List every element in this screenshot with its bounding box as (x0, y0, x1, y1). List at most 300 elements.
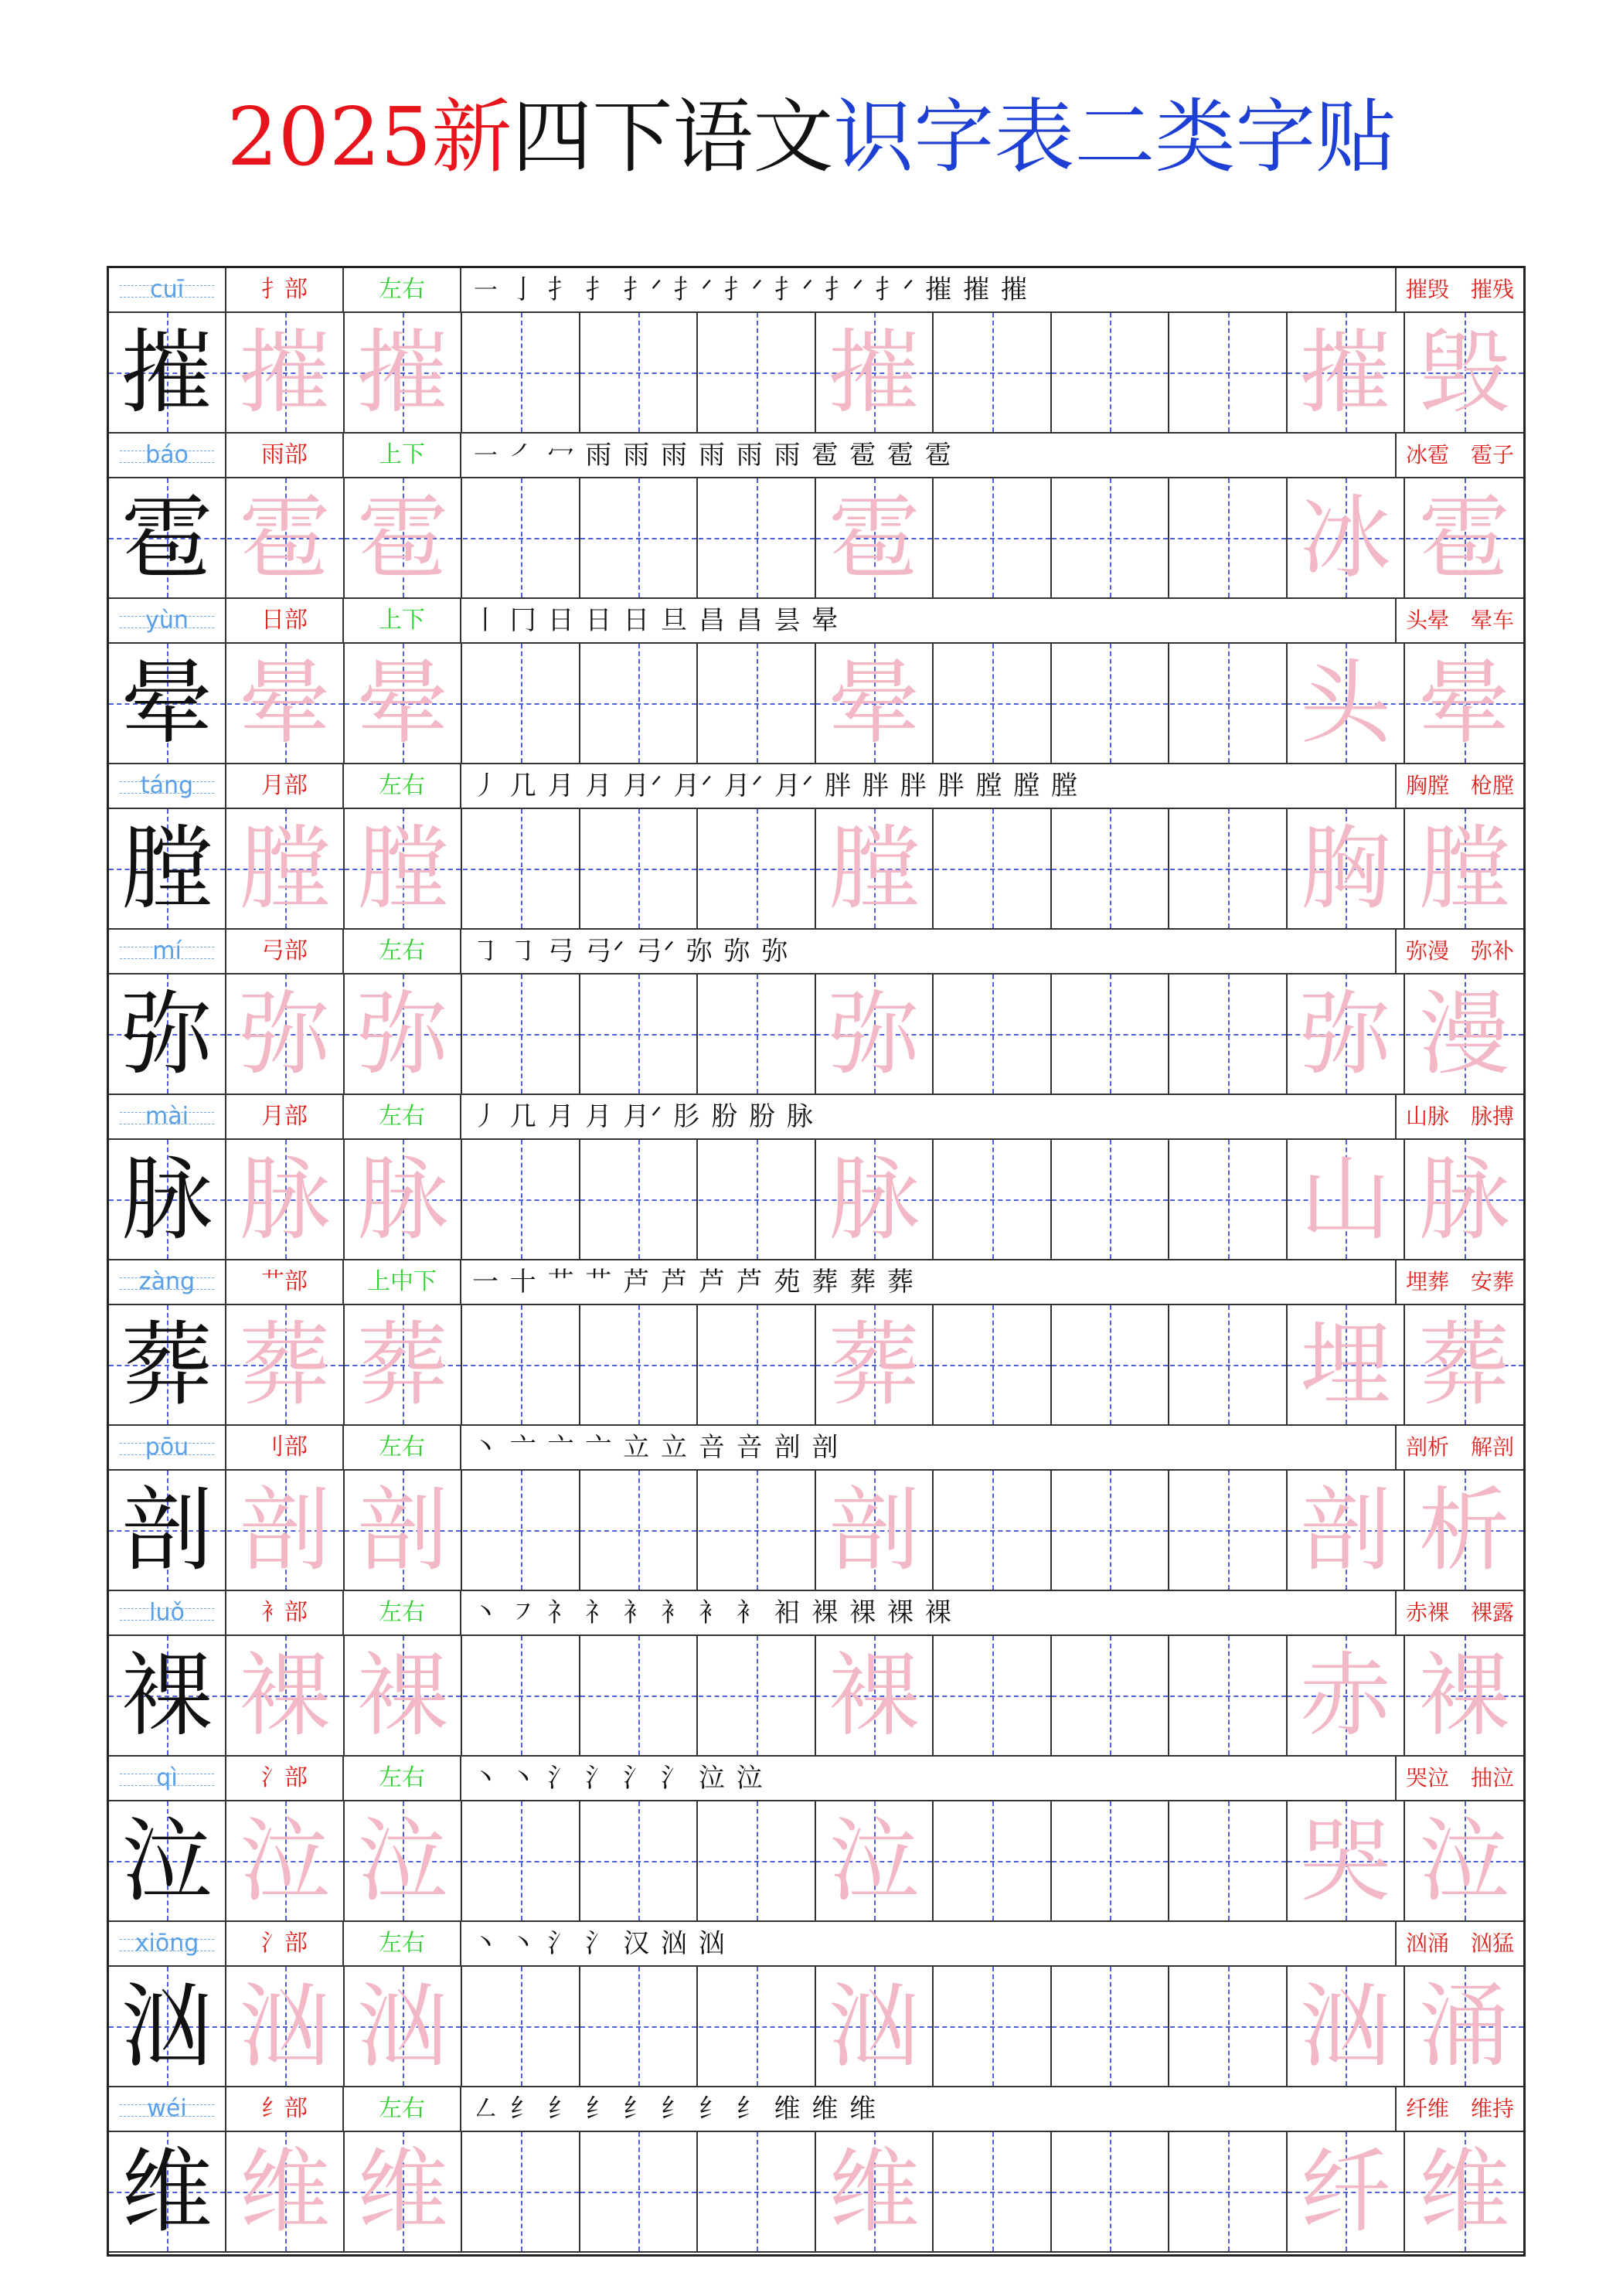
structure-cell-text: 左右 (379, 937, 425, 964)
char-block (109, 764, 1523, 930)
tianzige-cell[interactable] (816, 1471, 934, 1590)
tianzige-cell[interactable] (699, 1471, 816, 1590)
stroke-order-cell (461, 1260, 1397, 1304)
pinyin-cell (109, 599, 226, 642)
tianzige-cell[interactable] (1288, 1636, 1405, 1755)
char-block (109, 1426, 1523, 1591)
tianzige-cell[interactable] (1170, 809, 1288, 928)
tianzige-cell[interactable] (580, 809, 698, 928)
char-header-row (109, 268, 1523, 313)
practice-grid-row (109, 1967, 1523, 2087)
tianzige-cell[interactable] (1406, 1305, 1523, 1424)
trace-character: 葬 (239, 1311, 331, 1418)
model-character: 葬 (121, 1311, 213, 1418)
radical-cell-text: 月部 (261, 1103, 308, 1130)
structure-cell (344, 1260, 461, 1304)
tianzige-cell[interactable] (580, 644, 698, 763)
radical-cell (226, 1260, 344, 1304)
tianzige-cell[interactable] (816, 2132, 934, 2251)
trace-character: 汹 (356, 1973, 448, 2080)
tianzige-cell[interactable] (1052, 644, 1169, 763)
tianzige-cell[interactable] (345, 1967, 462, 2086)
tianzige-cell[interactable] (109, 478, 226, 597)
pinyin-cell (109, 930, 226, 973)
tianzige-cell[interactable] (345, 809, 462, 928)
tianzige-cell[interactable] (580, 1305, 698, 1424)
structure-cell (344, 434, 461, 477)
tianzige-cell[interactable] (227, 1636, 345, 1755)
tianzige-cell[interactable] (1052, 313, 1169, 432)
trace-character: 弥 (1299, 981, 1391, 1087)
tianzige-cell[interactable] (699, 313, 816, 432)
trace-character: 剖 (828, 1477, 920, 1583)
trace-character: 析 (1418, 1477, 1510, 1583)
stroke-order-cell (461, 2087, 1397, 2131)
pinyin-cell-text: mí (152, 937, 182, 964)
tianzige-cell[interactable] (580, 1636, 698, 1755)
tianzige-cell[interactable] (1052, 1305, 1169, 1424)
words-cell (1397, 268, 1523, 311)
tianzige-cell[interactable] (1052, 1967, 1169, 2086)
structure-cell (344, 1922, 461, 1965)
char-block (109, 1922, 1523, 2087)
tianzige-cell[interactable] (816, 975, 934, 1094)
tianzige-cell[interactable] (816, 1801, 934, 1920)
tianzige-cell[interactable] (580, 1140, 698, 1259)
radical-cell-text: 刂部 (261, 1434, 308, 1461)
words-cell-text: 胸膛 枪膛 (1405, 773, 1514, 798)
trace-character: 弥 (828, 981, 920, 1087)
tianzige-cell[interactable] (227, 313, 345, 432)
title-part-blue: 识字表二类字贴 (833, 90, 1397, 184)
radical-cell-text: 纟部 (261, 2095, 308, 2122)
trace-character: 纤 (1299, 2138, 1391, 2245)
tianzige-cell[interactable] (934, 644, 1052, 763)
trace-character: 哭 (1299, 1808, 1391, 1914)
tianzige-cell[interactable] (109, 809, 226, 928)
radical-cell (226, 764, 344, 808)
tianzige-cell[interactable] (109, 1801, 226, 1920)
char-header-row (109, 1095, 1523, 1140)
tianzige-cell[interactable] (934, 1305, 1052, 1424)
pinyin-cell-text: xiōng (134, 1930, 199, 1957)
tianzige-cell[interactable] (345, 644, 462, 763)
tianzige-cell[interactable] (1052, 1140, 1169, 1259)
tianzige-cell[interactable] (934, 313, 1052, 432)
tianzige-cell[interactable] (463, 644, 580, 763)
words-cell-text: 摧毁 摧残 (1405, 277, 1514, 302)
trace-character: 剖 (239, 1477, 331, 1583)
trace-character: 头 (1299, 650, 1391, 757)
tianzige-cell[interactable] (1170, 1636, 1288, 1755)
tianzige-cell[interactable] (816, 1305, 934, 1424)
tianzige-cell[interactable] (1406, 2132, 1523, 2251)
trace-character: 葬 (356, 1311, 448, 1418)
tianzige-cell[interactable] (934, 975, 1052, 1094)
pinyin-cell (109, 1260, 226, 1304)
char-header-row (109, 434, 1523, 478)
pinyin-cell-text: zàng (138, 1268, 196, 1295)
radical-cell-text: 衤部 (261, 1599, 308, 1626)
tianzige-cell[interactable] (816, 644, 934, 763)
words-cell-text: 埋葬 安葬 (1405, 1269, 1514, 1294)
tianzige-cell[interactable] (463, 1305, 580, 1424)
tianzige-cell[interactable] (1406, 975, 1523, 1094)
tianzige-cell[interactable] (463, 1636, 580, 1755)
tianzige-cell[interactable] (699, 975, 816, 1094)
trace-character: 脉 (356, 1146, 448, 1253)
pinyin-cell (109, 1757, 226, 1800)
tianzige-cell[interactable] (463, 1471, 580, 1590)
tianzige-cell[interactable] (580, 1471, 698, 1590)
tianzige-cell[interactable] (345, 2132, 462, 2251)
stroke-order-cell-text: ㇆ ㇆ 弓 弓ᐟ 弓ᐟ 弥 弥 弥 (472, 936, 790, 967)
trace-character: 摧 (356, 319, 448, 426)
tianzige-cell[interactable] (1288, 1305, 1405, 1424)
tianzige-cell[interactable] (227, 644, 345, 763)
tianzige-cell[interactable] (580, 1967, 698, 2086)
tianzige-cell[interactable] (934, 1471, 1052, 1590)
tianzige-cell[interactable] (345, 975, 462, 1094)
structure-cell-text: 左右 (379, 1599, 425, 1626)
trace-character: 汹 (1299, 1973, 1391, 2080)
tianzige-cell[interactable] (580, 2132, 698, 2251)
model-character: 剖 (121, 1477, 213, 1583)
trace-character: 雹 (1418, 485, 1510, 591)
tianzige-cell[interactable] (463, 1140, 580, 1259)
tianzige-cell[interactable] (227, 1471, 345, 1590)
trace-character: 膛 (239, 815, 331, 922)
stroke-order-cell-text: 丿 几 月 月 月ᐟ 肜 肦 肦 脉 (472, 1101, 815, 1132)
tianzige-cell[interactable] (816, 1636, 934, 1755)
pinyin-cell-text: pōu (145, 1434, 189, 1461)
trace-character: 胸 (1299, 815, 1391, 922)
tianzige-cell[interactable] (1406, 1967, 1523, 2086)
tianzige-cell[interactable] (227, 1967, 345, 2086)
stroke-order-cell-text: 丨 冂 日 日 日 旦 昌 昌 昙 晕 (472, 605, 840, 636)
tianzige-cell[interactable] (109, 1471, 226, 1590)
tianzige-cell[interactable] (463, 2132, 580, 2251)
tianzige-cell[interactable] (934, 1140, 1052, 1259)
words-cell (1397, 2087, 1523, 2131)
structure-cell-text: 左右 (379, 772, 425, 799)
words-cell (1397, 1426, 1523, 1469)
tianzige-cell[interactable] (816, 809, 934, 928)
tianzige-cell[interactable] (816, 313, 934, 432)
trace-character: 维 (356, 2138, 448, 2245)
tianzige-cell[interactable] (1052, 975, 1169, 1094)
pinyin-cell (109, 764, 226, 808)
tianzige-cell[interactable] (463, 809, 580, 928)
tianzige-cell[interactable] (227, 1305, 345, 1424)
pinyin-cell-text: cuī (150, 276, 184, 303)
char-header-row (109, 2087, 1523, 2132)
tianzige-cell[interactable] (1288, 2132, 1405, 2251)
tianzige-cell[interactable] (934, 1967, 1052, 2086)
tianzige-cell[interactable] (1406, 1636, 1523, 1755)
tianzige-cell[interactable] (1288, 1471, 1405, 1590)
tianzige-cell[interactable] (1406, 809, 1523, 928)
tianzige-cell[interactable] (1288, 313, 1405, 432)
tianzige-cell[interactable] (1170, 2132, 1288, 2251)
stroke-order-cell-text: 丶 ㇇ 礻 礻 衤 衤 衤 衤 衵 裸 裸 裸 裸 (472, 1597, 953, 1628)
radical-cell-text: 艹部 (261, 1268, 308, 1295)
trace-character: 漫 (1418, 981, 1510, 1087)
tianzige-cell[interactable] (227, 478, 345, 597)
words-cell (1397, 930, 1523, 973)
tianzige-cell[interactable] (109, 313, 226, 432)
tianzige-cell[interactable] (699, 1636, 816, 1755)
tianzige-cell[interactable] (934, 1636, 1052, 1755)
tianzige-cell[interactable] (1170, 478, 1288, 597)
structure-cell (344, 764, 461, 808)
title-part-black: 四下语文 (512, 90, 834, 184)
tianzige-cell[interactable] (227, 975, 345, 1094)
tianzige-cell[interactable] (934, 2132, 1052, 2251)
trace-character: 晕 (828, 650, 920, 757)
char-block (109, 2087, 1523, 2253)
tianzige-cell[interactable] (463, 478, 580, 597)
char-header-row (109, 1260, 1523, 1305)
tianzige-cell[interactable] (345, 1636, 462, 1755)
trace-character: 雹 (239, 485, 331, 591)
trace-character: 裸 (828, 1642, 920, 1749)
tianzige-cell[interactable] (1406, 644, 1523, 763)
tianzige-cell[interactable] (1052, 2132, 1169, 2251)
model-character: 弥 (121, 981, 213, 1087)
tianzige-cell[interactable] (1170, 975, 1288, 1094)
tianzige-cell[interactable] (580, 313, 698, 432)
tianzige-cell[interactable] (109, 1305, 226, 1424)
tianzige-cell[interactable] (1170, 313, 1288, 432)
char-header-row (109, 1591, 1523, 1636)
trace-character: 剖 (1299, 1477, 1391, 1583)
tianzige-cell[interactable] (1052, 1801, 1169, 1920)
structure-cell (344, 2087, 461, 2131)
trace-character: 雹 (828, 485, 920, 591)
trace-character: 裸 (356, 1642, 448, 1749)
stroke-order-cell (461, 764, 1397, 808)
tianzige-cell[interactable] (580, 1801, 698, 1920)
trace-character: 脉 (239, 1146, 331, 1253)
tianzige-cell[interactable] (227, 1140, 345, 1259)
tianzige-cell[interactable] (1288, 644, 1405, 763)
tianzige-cell[interactable] (816, 1967, 934, 2086)
tianzige-cell[interactable] (934, 478, 1052, 597)
pinyin-cell-text: qì (156, 1764, 178, 1791)
structure-cell (344, 1426, 461, 1469)
model-character: 晕 (121, 650, 213, 757)
tianzige-cell[interactable] (1052, 809, 1169, 928)
tianzige-cell[interactable] (345, 1140, 462, 1259)
tianzige-cell[interactable] (345, 1471, 462, 1590)
char-header-row (109, 1757, 1523, 1801)
tianzige-cell[interactable] (1288, 1801, 1405, 1920)
tianzige-cell[interactable] (345, 1801, 462, 1920)
char-block (109, 599, 1523, 764)
trace-character: 裸 (1418, 1642, 1510, 1749)
tianzige-cell[interactable] (227, 2132, 345, 2251)
practice-grid-row (109, 644, 1523, 764)
char-block (109, 1260, 1523, 1426)
stroke-order-cell-text: 一 十 艹 艹 芦 芦 芦 芦 苑 葬 葬 葬 (472, 1267, 915, 1298)
radical-cell-text: 扌部 (261, 276, 308, 303)
tianzige-cell[interactable] (1052, 478, 1169, 597)
tianzige-cell[interactable] (699, 1967, 816, 2086)
structure-cell (344, 1095, 461, 1138)
words-cell-text: 剖析 解剖 (1405, 1434, 1514, 1460)
tianzige-cell[interactable] (1288, 478, 1405, 597)
words-cell (1397, 1757, 1523, 1800)
words-cell-text: 冰雹 雹子 (1405, 442, 1514, 468)
tianzige-cell[interactable] (699, 1140, 816, 1259)
trace-character: 埋 (1299, 1311, 1391, 1418)
stroke-order-cell-text: 丿 几 月 月 月ᐟ 月ᐟ 月ᐟ 月ᐟ 胖 胖 胖 胖 膛 膛 膛 (472, 770, 1079, 801)
radical-cell (226, 1095, 344, 1138)
trace-character: 晕 (1418, 650, 1510, 757)
pinyin-cell-text: wéi (147, 2095, 187, 2122)
stroke-order-cell-text: ㇐ ㇒ 冖 雨 雨 雨 雨 雨 雨 雹 雹 雹 雹 (472, 440, 953, 471)
tianzige-cell[interactable] (699, 644, 816, 763)
pinyin-cell (109, 1426, 226, 1469)
trace-character: 膛 (828, 815, 920, 922)
tianzige-cell[interactable] (1052, 1636, 1169, 1755)
tianzige-cell[interactable] (1288, 809, 1405, 928)
tianzige-cell[interactable] (1406, 1140, 1523, 1259)
pinyin-cell-text: yùn (145, 607, 189, 634)
tianzige-cell[interactable] (1170, 1967, 1288, 2086)
tianzige-cell[interactable] (699, 2132, 816, 2251)
tianzige-cell[interactable] (699, 1305, 816, 1424)
pinyin-cell-text: luǒ (149, 1599, 185, 1626)
words-cell-text: 纤维 维持 (1405, 2096, 1514, 2121)
words-cell-text: 哭泣 抽泣 (1405, 1765, 1514, 1791)
page-title (0, 87, 1623, 187)
char-block (109, 268, 1523, 434)
tianzige-cell[interactable] (816, 1140, 934, 1259)
tianzige-cell[interactable] (934, 1801, 1052, 1920)
tianzige-cell[interactable] (109, 1636, 226, 1755)
structure-cell (344, 268, 461, 311)
radical-cell-text: 日部 (261, 607, 308, 634)
tianzige-cell[interactable] (1170, 1305, 1288, 1424)
tianzige-cell[interactable] (580, 975, 698, 1094)
tianzige-cell[interactable] (109, 975, 226, 1094)
tianzige-cell[interactable] (463, 1967, 580, 2086)
model-character: 汹 (121, 1973, 213, 2080)
model-character: 雹 (121, 485, 213, 591)
stroke-order-cell-text: 丶 丶 氵 氵 汉 汹 汹 (472, 1928, 726, 1959)
tianzige-cell[interactable] (227, 1801, 345, 1920)
tianzige-cell[interactable] (463, 975, 580, 1094)
stroke-order-cell-text: ㇐ 亅 扌 扌 扌ᐟ 扌ᐟ 扌ᐟ 扌ᐟ 扌ᐟ 扌ᐟ 摧 摧 摧 (472, 274, 1029, 305)
practice-grid-row (109, 1636, 1523, 1757)
char-header-row (109, 930, 1523, 975)
trace-character: 弥 (239, 981, 331, 1087)
tianzige-cell[interactable] (463, 1801, 580, 1920)
tianzige-cell[interactable] (1406, 1471, 1523, 1590)
radical-cell (226, 599, 344, 642)
tianzige-cell[interactable] (699, 478, 816, 597)
char-header-row (109, 1426, 1523, 1471)
tianzige-cell[interactable] (699, 809, 816, 928)
structure-cell-text: 左右 (379, 1930, 425, 1957)
tianzige-cell[interactable] (227, 809, 345, 928)
practice-sheet (107, 266, 1526, 2257)
char-block (109, 930, 1523, 1095)
trace-character: 维 (239, 2138, 331, 2245)
tianzige-cell[interactable] (1288, 975, 1405, 1094)
tianzige-cell[interactable] (1288, 1967, 1405, 2086)
stroke-order-cell-text: 丶 丶 氵 氵 氵 氵 泣 泣 (472, 1763, 764, 1794)
tianzige-cell[interactable] (1170, 644, 1288, 763)
structure-cell-text: 左右 (379, 2095, 425, 2122)
structure-cell-text: 左右 (379, 1434, 425, 1461)
trace-character: 剖 (356, 1477, 448, 1583)
tianzige-cell[interactable] (699, 1801, 816, 1920)
structure-cell (344, 930, 461, 973)
tianzige-cell[interactable] (1170, 1801, 1288, 1920)
tianzige-cell[interactable] (1406, 313, 1523, 432)
practice-grid-row (109, 975, 1523, 1095)
tianzige-cell[interactable] (1406, 1801, 1523, 1920)
tianzige-cell[interactable] (1052, 1471, 1169, 1590)
trace-character: 雹 (356, 485, 448, 591)
structure-cell (344, 599, 461, 642)
tianzige-cell[interactable] (1170, 1140, 1288, 1259)
structure-cell-text: 左右 (379, 1764, 425, 1791)
tianzige-cell[interactable] (1288, 1140, 1405, 1259)
words-cell (1397, 1095, 1523, 1138)
tianzige-cell[interactable] (109, 1140, 226, 1259)
radical-cell (226, 1426, 344, 1469)
pinyin-cell (109, 1922, 226, 1965)
practice-grid-row (109, 1140, 1523, 1260)
char-block (109, 434, 1523, 599)
words-cell (1397, 764, 1523, 808)
trace-character: 维 (828, 2138, 920, 2245)
stroke-order-cell-text: ㇜ 纟 纟 纟 纟 纟 纟 纟 维 维 维 (472, 2094, 878, 2124)
model-character: 泣 (121, 1808, 213, 1914)
pinyin-cell-text: táng (140, 772, 194, 799)
pinyin-cell (109, 1591, 226, 1634)
tianzige-cell[interactable] (1406, 478, 1523, 597)
words-cell (1397, 1260, 1523, 1304)
tianzige-cell[interactable] (934, 809, 1052, 928)
tianzige-cell[interactable] (345, 478, 462, 597)
tianzige-cell[interactable] (109, 1967, 226, 2086)
model-character: 裸 (121, 1642, 213, 1749)
model-character: 摧 (121, 319, 213, 426)
stroke-order-cell (461, 434, 1397, 477)
tianzige-cell[interactable] (816, 478, 934, 597)
tianzige-cell[interactable] (109, 2132, 226, 2251)
tianzige-cell[interactable] (345, 313, 462, 432)
tianzige-cell[interactable] (580, 478, 698, 597)
words-cell (1397, 434, 1523, 477)
radical-cell (226, 2087, 344, 2131)
title-part-red: 2025新 (226, 90, 512, 184)
trace-character: 汹 (239, 1973, 331, 2080)
pinyin-cell (109, 2087, 226, 2131)
tianzige-cell[interactable] (345, 1305, 462, 1424)
tianzige-cell[interactable] (463, 313, 580, 432)
tianzige-cell[interactable] (1170, 1471, 1288, 1590)
structure-cell (344, 1757, 461, 1800)
tianzige-cell[interactable] (109, 644, 226, 763)
stroke-order-cell (461, 599, 1397, 642)
words-cell-text: 赤裸 裸露 (1405, 1600, 1514, 1625)
